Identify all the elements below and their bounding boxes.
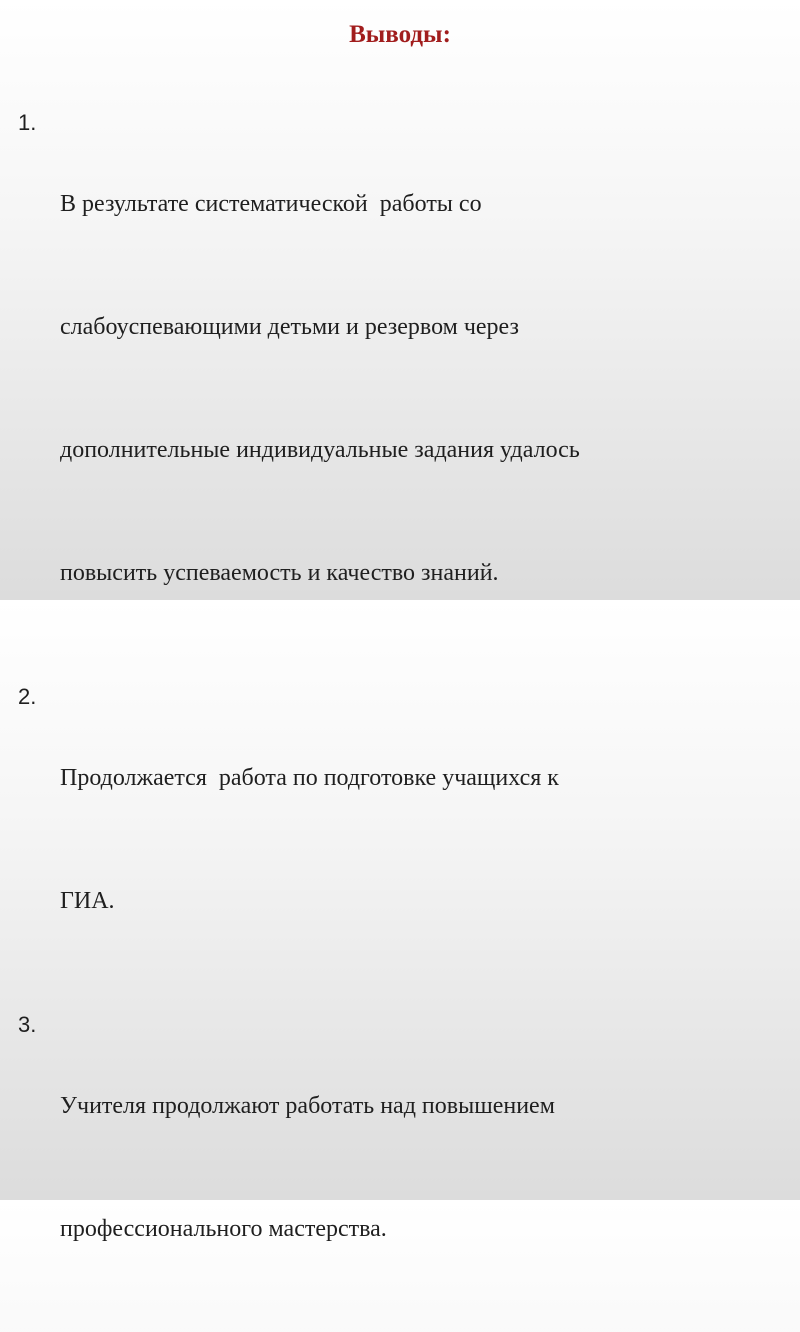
text-line: Продолжается работа по подготовке учащихся к <box>60 765 559 791</box>
text-line: повысить успеваемость и качество знаний. <box>60 560 499 586</box>
list-item-1 <box>18 102 778 676</box>
list-item-3 <box>18 1004 778 1332</box>
list-item-number: 2. <box>18 684 37 709</box>
text-line: дополнительные индивидуальные задания удалось <box>60 437 580 463</box>
text-line: В результате систематической работы со <box>60 191 482 217</box>
conclusions-list <box>18 102 778 1332</box>
list-item-text <box>60 102 778 676</box>
text-line: ГИА. <box>60 888 115 914</box>
text-line: Учителя продолжают работать над повышением <box>60 1093 555 1119</box>
list-item-text <box>60 676 778 1004</box>
list-item-number: 1. <box>18 110 37 135</box>
text-line: слабоуспевающими детьми и резервом через <box>60 314 519 340</box>
list-item-number: 3. <box>18 1012 37 1037</box>
list-item-text <box>60 1004 778 1332</box>
list-item-2 <box>18 676 778 1004</box>
text-line: профессионального мастерства. <box>60 1216 387 1242</box>
slide-title: Выводы: <box>349 21 451 48</box>
